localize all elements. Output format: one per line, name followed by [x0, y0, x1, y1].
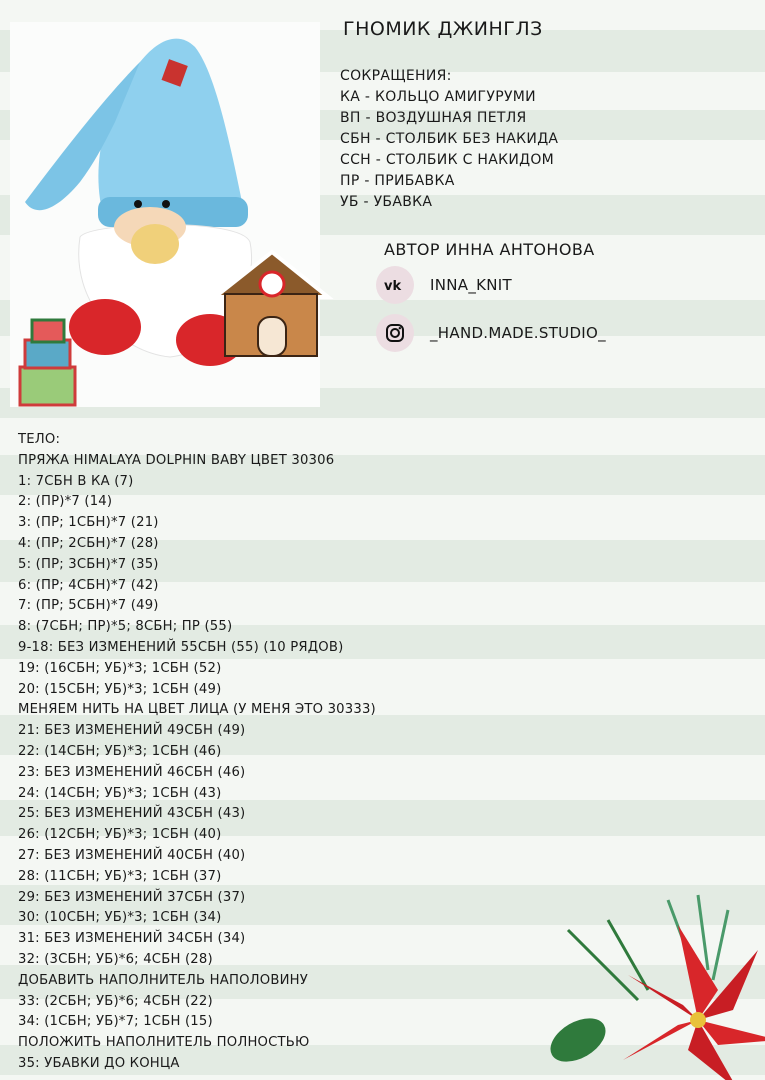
pattern-row: 25: БЕЗ ИЗМЕНЕНИЙ 43СБН (43)	[18, 806, 246, 822]
pattern-row: 6: (ПР; 4СБН)*7 (42)	[18, 577, 159, 593]
pattern-row: 22: (14СБН; УБ)*3; 1СБН (46)	[18, 743, 222, 759]
poinsettia-decoration	[548, 890, 765, 1080]
pattern-row: 4: (ПР; 2СБН)*7 (28)	[18, 535, 159, 551]
abbreviation-item: ВП - ВОЗДУШНАЯ ПЕТЛЯ	[340, 110, 527, 126]
pattern-row: 8: (7СБН; ПР)*5; 8СБН; ПР (55)	[18, 619, 233, 635]
pattern-row: 33: (2СБН; УБ)*6; 4СБН (22)	[18, 993, 213, 1009]
pattern-row: 23: БЕЗ ИЗМЕНЕНИЙ 46СБН (46)	[18, 764, 246, 780]
page-title: ГНОМИК ДЖИНГЛЗ	[343, 18, 543, 40]
abbreviation-item: СБН - СТОЛБИК БЕЗ НАКИДА	[340, 131, 559, 147]
pattern-row: 26: (12СБН; УБ)*3; 1СБН (40)	[18, 827, 222, 843]
pattern-row: 34: (1СБН; УБ)*7; 1СБН (15)	[18, 1014, 213, 1030]
pattern-row: 1: 7СБН В КА (7)	[18, 473, 134, 489]
abbreviations-block	[340, 66, 558, 213]
pattern-row: 9-18: БЕЗ ИЗМЕНЕНИЙ 55СБН (55) (10 РЯДОВ)	[18, 639, 344, 655]
author-label: АВТОР ИННА АНТОНОВА	[384, 240, 595, 259]
pattern-note: ДОБАВИТЬ НАПОЛНИТЕЛЬ НАПОЛОВИНУ	[18, 972, 309, 988]
pattern-row: 28: (11СБН; УБ)*3; 1СБН (37)	[18, 868, 222, 884]
pattern-row: 5: (ПР; 3СБН)*7 (35)	[18, 556, 159, 572]
pattern-row: 31: БЕЗ ИЗМЕНЕНИЙ 34СБН (34)	[18, 931, 246, 947]
pattern-row: 32: (3СБН; УБ)*6; 4СБН (28)	[18, 951, 213, 967]
abbreviation-item: ПР - ПРИБАВКА	[340, 173, 455, 189]
gnome-toy-image	[10, 22, 340, 412]
instagram-icon	[376, 314, 414, 352]
pattern-row: 29: БЕЗ ИЗМЕНЕНИЙ 37СБН (37)	[18, 889, 246, 905]
pattern-row: 2: (ПР)*7 (14)	[18, 494, 113, 510]
abbreviations-heading: СОКРАЩЕНИЯ:	[340, 68, 452, 84]
pattern-row: 35: УБАВКИ ДО КОНЦА	[18, 1055, 180, 1071]
pattern-row: 20: (15СБН; УБ)*3; 1СБН (49)	[18, 681, 222, 697]
pattern-row: 3: (ПР; 1СБН)*7 (21)	[18, 515, 159, 531]
pattern-row: 19: (16СБН; УБ)*3; 1СБН (52)	[18, 660, 222, 676]
abbreviation-item: КА - КОЛЬЦО АМИГУРУМИ	[340, 89, 536, 105]
pattern-row: 24: (14СБН; УБ)*3; 1СБН (43)	[18, 785, 222, 801]
vk-handle: INNA_KNIT	[430, 276, 512, 294]
pattern-note: ПОЛОЖИТЬ НАПОЛНИТЕЛЬ ПОЛНОСТЬЮ	[18, 1035, 310, 1051]
pattern-note: МЕНЯЕМ НИТЬ НА ЦВЕТ ЛИЦА (У МЕНЯ ЭТО 30333)	[18, 702, 376, 718]
vk-icon	[376, 266, 414, 304]
abbreviation-item: УБ - УБАВКА	[340, 194, 433, 210]
yarn-info: ПРЯЖА HIMALAYA DOLPHIN BABY ЦВЕТ 30306	[18, 452, 335, 468]
pattern-row: 7: (ПР; 5СБН)*7 (49)	[18, 598, 159, 614]
pattern-row: 27: БЕЗ ИЗМЕНЕНИЙ 40СБН (40)	[18, 847, 246, 863]
svg-text:vk: vk	[384, 279, 402, 293]
vk-link[interactable]	[376, 266, 512, 304]
pattern-row: 30: (10СБН; УБ)*3; 1СБН (34)	[18, 910, 222, 926]
instagram-link[interactable]	[376, 314, 606, 352]
pattern-row: 21: БЕЗ ИЗМЕНЕНИЙ 49СБН (49)	[18, 723, 246, 739]
instagram-handle: _HAND.MADE.STUDIO_	[430, 324, 606, 342]
abbreviation-item: ССН - СТОЛБИК С НАКИДОМ	[340, 152, 555, 168]
body-pattern	[18, 430, 376, 1075]
section-heading: ТЕЛО:	[18, 432, 61, 447]
